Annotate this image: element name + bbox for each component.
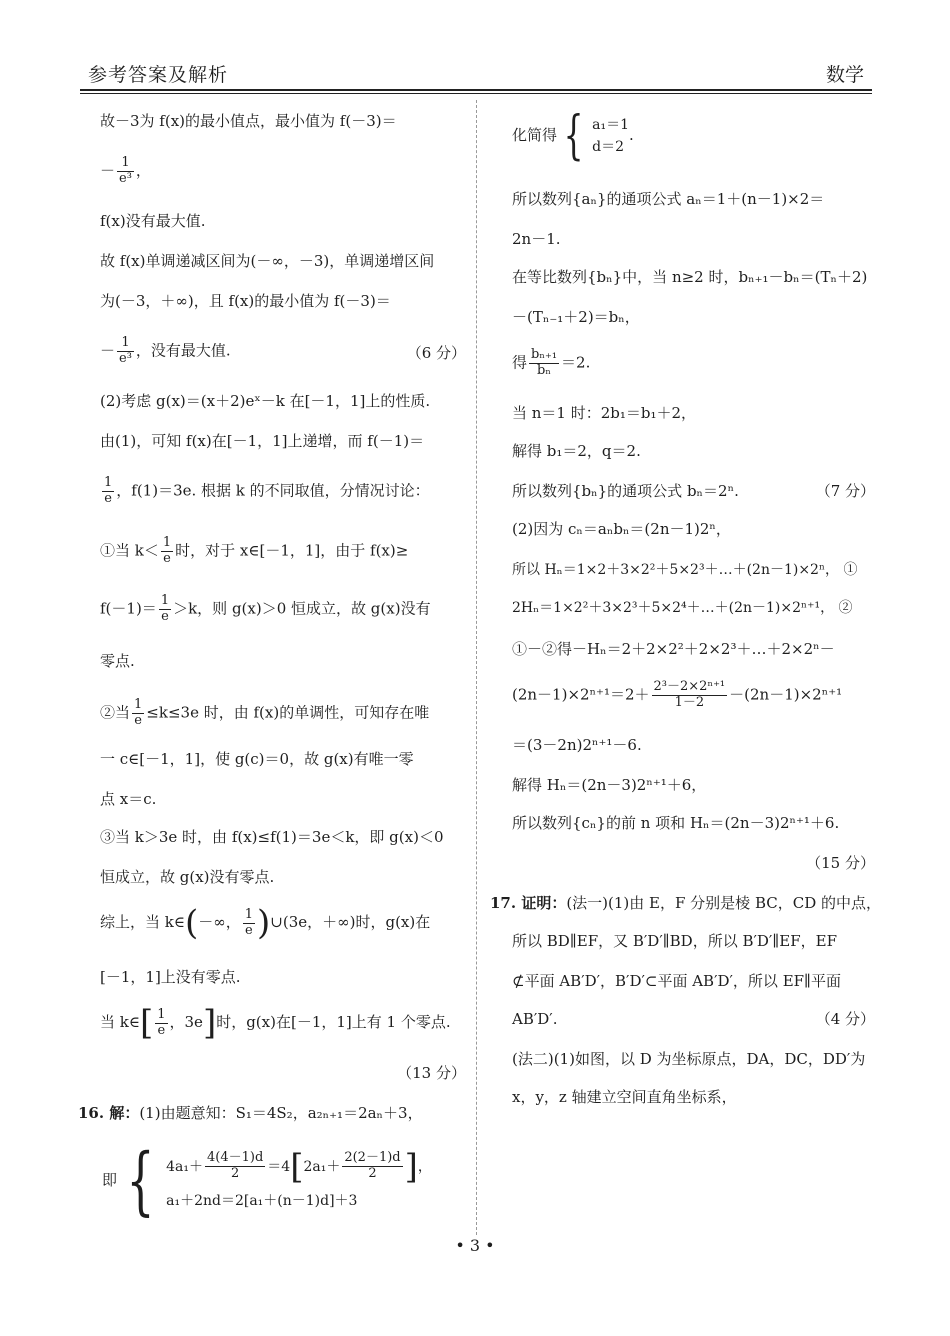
text-span: 2a₁＋ bbox=[303, 1158, 341, 1175]
text-line: ⊄平面 AB′D′，B′D′⊂平面 AB′D′，所以 EF∥平面 bbox=[512, 972, 841, 990]
fraction-num: 2(2－1)d bbox=[344, 1150, 401, 1166]
problem-16-start bbox=[78, 1104, 423, 1122]
text-line: 所以数列{bₙ}的通项公式 bₙ＝2ⁿ. bbox=[512, 482, 739, 500]
text-line: 所以 Hₙ＝1×2＋3×2²＋5×2³＋…＋(2n－1)×2ⁿ， ① bbox=[512, 562, 858, 578]
fraction-den: e bbox=[104, 490, 112, 506]
fraction-den: e bbox=[157, 1022, 166, 1038]
fraction bbox=[243, 908, 255, 939]
text-line: (2)考虑 g(x)＝(x＋2)eˣ－k 在[－1，1]上的性质. bbox=[100, 392, 431, 410]
fraction-num: 4(4－1)d bbox=[206, 1150, 264, 1166]
text-line bbox=[100, 698, 429, 729]
text-span: ，3e bbox=[169, 1013, 203, 1031]
text-line bbox=[100, 156, 151, 187]
header-subject: 数学 bbox=[825, 64, 864, 86]
paren-close: ) bbox=[257, 903, 271, 943]
problem-17-start bbox=[490, 894, 881, 912]
fraction bbox=[155, 1008, 167, 1039]
system-row: a₁＝1 bbox=[592, 116, 629, 133]
text-span: 即 bbox=[102, 1171, 118, 1189]
paren-open: ( bbox=[184, 903, 199, 943]
fraction-num: 1 bbox=[104, 475, 113, 490]
text-span: － bbox=[100, 161, 116, 180]
problem-label: 16. 解： bbox=[78, 1104, 140, 1122]
text-span: (法一)(1)由 E，F 分别是棱 BC，CD 的中点， bbox=[566, 894, 881, 912]
fraction-num: 1 bbox=[117, 336, 134, 352]
system-row: d＝2 bbox=[592, 139, 624, 155]
fraction-num: 1 bbox=[117, 156, 134, 172]
text-span: －(2n－1)×2ⁿ⁺¹ bbox=[729, 685, 843, 704]
text-line: AB′D′. bbox=[512, 1010, 558, 1028]
text-span: ∪(3e，＋∞)时，g(x)在 bbox=[270, 913, 431, 931]
header-title: 参考答案及解析 bbox=[88, 64, 229, 86]
header-rule-thin bbox=[80, 93, 872, 94]
text-line: 在等比数列{bₙ}中，当 n≥2 时，bₙ₊₁－bₙ＝(Tₙ＋2) bbox=[512, 268, 868, 286]
fraction-den: e bbox=[134, 712, 142, 728]
text-line bbox=[512, 680, 842, 711]
text-span: ＝2. bbox=[561, 353, 591, 372]
page-number: • 3 • bbox=[455, 1236, 495, 1255]
score: （15 分） bbox=[806, 854, 875, 872]
bracket-close: ] bbox=[404, 1146, 418, 1187]
bracket-open: [ bbox=[139, 1003, 154, 1043]
brace-icon: { bbox=[126, 1138, 155, 1224]
system-rows bbox=[592, 114, 629, 159]
text-line: x，y，z 轴建立空间直角坐标系， bbox=[512, 1088, 737, 1106]
text-span: ＞k，则 g(x)＞0 恒成立，故 g(x)没有 bbox=[173, 599, 431, 618]
text-line: 2Hₙ＝1×2²＋3×2³＋5×2⁴＋…＋(2n－1)×2ⁿ⁺¹， ② bbox=[512, 600, 853, 616]
text-line bbox=[100, 1003, 451, 1043]
fraction-num: 1 bbox=[160, 593, 170, 608]
text-line: ③当 k＞3e 时，由 f(x)≤f(1)＝3e＜k，即 g(x)＜0 bbox=[100, 828, 444, 846]
system-rows bbox=[166, 1146, 432, 1212]
text-line: ＝(3－2n)2ⁿ⁺¹－6. bbox=[512, 736, 642, 754]
fraction-den: e bbox=[163, 550, 171, 566]
score: （6 分） bbox=[406, 344, 466, 362]
text-line bbox=[512, 348, 590, 379]
fraction bbox=[342, 1151, 402, 1182]
text-line bbox=[100, 536, 408, 567]
fraction bbox=[132, 698, 144, 729]
text-line: 由(1)，可知 f(x)在[－1，1]上递增，而 f(－1)＝ bbox=[100, 432, 425, 450]
text-line: 所以 BD∥EF，又 B′D′∥BD，所以 B′D′∥EF，EF bbox=[512, 932, 837, 950]
fraction bbox=[161, 536, 173, 567]
text-line: 当 n＝1 时：2b₁＝b₁＋2， bbox=[512, 404, 697, 422]
text-line bbox=[100, 476, 430, 507]
text-span: 化简得 bbox=[512, 126, 558, 144]
fraction bbox=[652, 680, 728, 711]
equation-system bbox=[512, 106, 634, 166]
score: （4 分） bbox=[815, 1010, 875, 1028]
fraction bbox=[159, 594, 171, 625]
text-line: －(Tₙ₋₁＋2)＝bₙ， bbox=[512, 308, 640, 326]
text-line: [－1，1]上没有零点. bbox=[100, 968, 241, 986]
text-span: (2n－1)×2ⁿ⁺¹＝2＋ bbox=[512, 685, 650, 704]
fraction-num: 1 bbox=[162, 535, 172, 550]
text-line: (法二)(1)如图，以 D 为坐标原点，DA，DC，DD′为 bbox=[512, 1050, 866, 1068]
system-row: a₁＋2nd＝2[a₁＋(n－1)d]＋3 bbox=[166, 1192, 358, 1209]
text-line: ①－②得－Hₙ＝2＋2×2²＋2×2³＋…＋2×2ⁿ－ bbox=[512, 640, 835, 658]
text-line bbox=[100, 903, 431, 943]
fraction bbox=[205, 1151, 265, 1182]
text-span: ②当 bbox=[100, 703, 131, 722]
fraction-num: 1 bbox=[134, 697, 143, 712]
bracket-open: [ bbox=[290, 1146, 304, 1187]
text-line bbox=[100, 336, 231, 367]
equation-system bbox=[102, 1138, 432, 1224]
text-span: f(－1)＝ bbox=[100, 599, 157, 618]
text-span: ，f(1)＝3e. 根据 k 的不同取值，分情况讨论： bbox=[116, 481, 430, 500]
text-line: 故－3为 f(x)的最小值点，最小值为 f(－3)＝ bbox=[100, 112, 397, 130]
text-line: f(x)没有最大值. bbox=[100, 212, 206, 230]
brace-icon: { bbox=[563, 106, 584, 166]
text-span: ，没有最大值. bbox=[135, 341, 231, 360]
text-span: 4a₁＋ bbox=[166, 1158, 203, 1175]
fraction-num: 1 bbox=[157, 1006, 166, 1022]
text-span: ①当 k＜ bbox=[100, 541, 159, 560]
fraction-den: 2 bbox=[368, 1166, 377, 1182]
score: （7 分） bbox=[815, 482, 875, 500]
text-line: 零点. bbox=[100, 652, 135, 670]
text-span: －∞， bbox=[198, 913, 241, 931]
fraction-den: e bbox=[245, 922, 253, 938]
fraction-num: 1 bbox=[244, 906, 254, 922]
text-line: 解得 b₁＝2，q＝2. bbox=[512, 442, 641, 460]
text-span: 当 k∈ bbox=[100, 1013, 140, 1031]
fraction-den: e³ bbox=[119, 170, 132, 186]
text-span: － bbox=[100, 341, 116, 360]
text-line: 所以数列{aₙ}的通项公式 aₙ＝1＋(n－1)×2＝ bbox=[512, 190, 825, 208]
fraction-den: 2 bbox=[230, 1166, 240, 1182]
system-row bbox=[166, 1146, 432, 1187]
header-rule-thick bbox=[80, 89, 872, 91]
fraction-den: e bbox=[161, 608, 169, 624]
text-span: 时，g(x)在[－1，1]上有 1 个零点. bbox=[216, 1013, 451, 1031]
fraction bbox=[102, 476, 114, 507]
fraction-num: 2³－2×2ⁿ⁺¹ bbox=[653, 679, 726, 694]
text-span: 时，对于 x∈[－1，1]，由于 f(x)≥ bbox=[175, 541, 409, 560]
fraction-num: bₙ₊₁ bbox=[531, 347, 558, 362]
text-span: 得 bbox=[512, 353, 528, 372]
fraction-den: 1－2 bbox=[674, 694, 705, 710]
fraction-den: e³ bbox=[119, 350, 132, 366]
text-line: 所以数列{cₙ}的前 n 项和 Hₙ＝(2n－3)2ⁿ⁺¹＋6. bbox=[512, 814, 840, 832]
problem-label: 17. 证明： bbox=[490, 894, 567, 912]
fraction bbox=[117, 156, 134, 187]
text-span: ， bbox=[417, 1158, 432, 1175]
text-span: (1)由题意知：S₁＝4S₂，a₂ₙ₊₁＝2aₙ＋3， bbox=[139, 1104, 423, 1122]
text-line: 恒成立，故 g(x)没有零点. bbox=[100, 868, 275, 886]
text-line: 故 f(x)单调递减区间为(－∞，－3)，单调递增区间 bbox=[100, 252, 435, 270]
text-line: 2n－1. bbox=[512, 230, 561, 248]
text-line bbox=[100, 594, 431, 625]
text-line: 点 x＝c. bbox=[100, 790, 157, 808]
text-line: 为(－3，＋∞)，且 f(x)的最小值为 f(－3)＝ bbox=[100, 292, 391, 310]
fraction-den: bₙ bbox=[537, 362, 551, 378]
fraction bbox=[117, 336, 134, 367]
text-span: ≤k≤3e 时，由 f(x)的单调性，可知存在唯 bbox=[146, 703, 430, 722]
text-span: ＝4 bbox=[267, 1158, 291, 1175]
score: （13 分） bbox=[397, 1064, 466, 1082]
text-span: . bbox=[628, 126, 634, 144]
bracket-close: ] bbox=[202, 1003, 217, 1043]
column-divider bbox=[476, 100, 477, 1235]
text-span: 综上，当 k∈ bbox=[100, 913, 185, 931]
fraction bbox=[529, 348, 559, 379]
text-line: 解得 Hₙ＝(2n－3)2ⁿ⁺¹＋6， bbox=[512, 776, 707, 794]
text-line: (2)因为 cₙ＝aₙbₙ＝(2n－1)2ⁿ， bbox=[512, 520, 731, 538]
page-header bbox=[80, 58, 872, 88]
text-span: ， bbox=[135, 161, 151, 180]
text-line: 一 c∈[－1，1]，使 g(c)＝0，故 g(x)有唯一零 bbox=[100, 750, 414, 768]
